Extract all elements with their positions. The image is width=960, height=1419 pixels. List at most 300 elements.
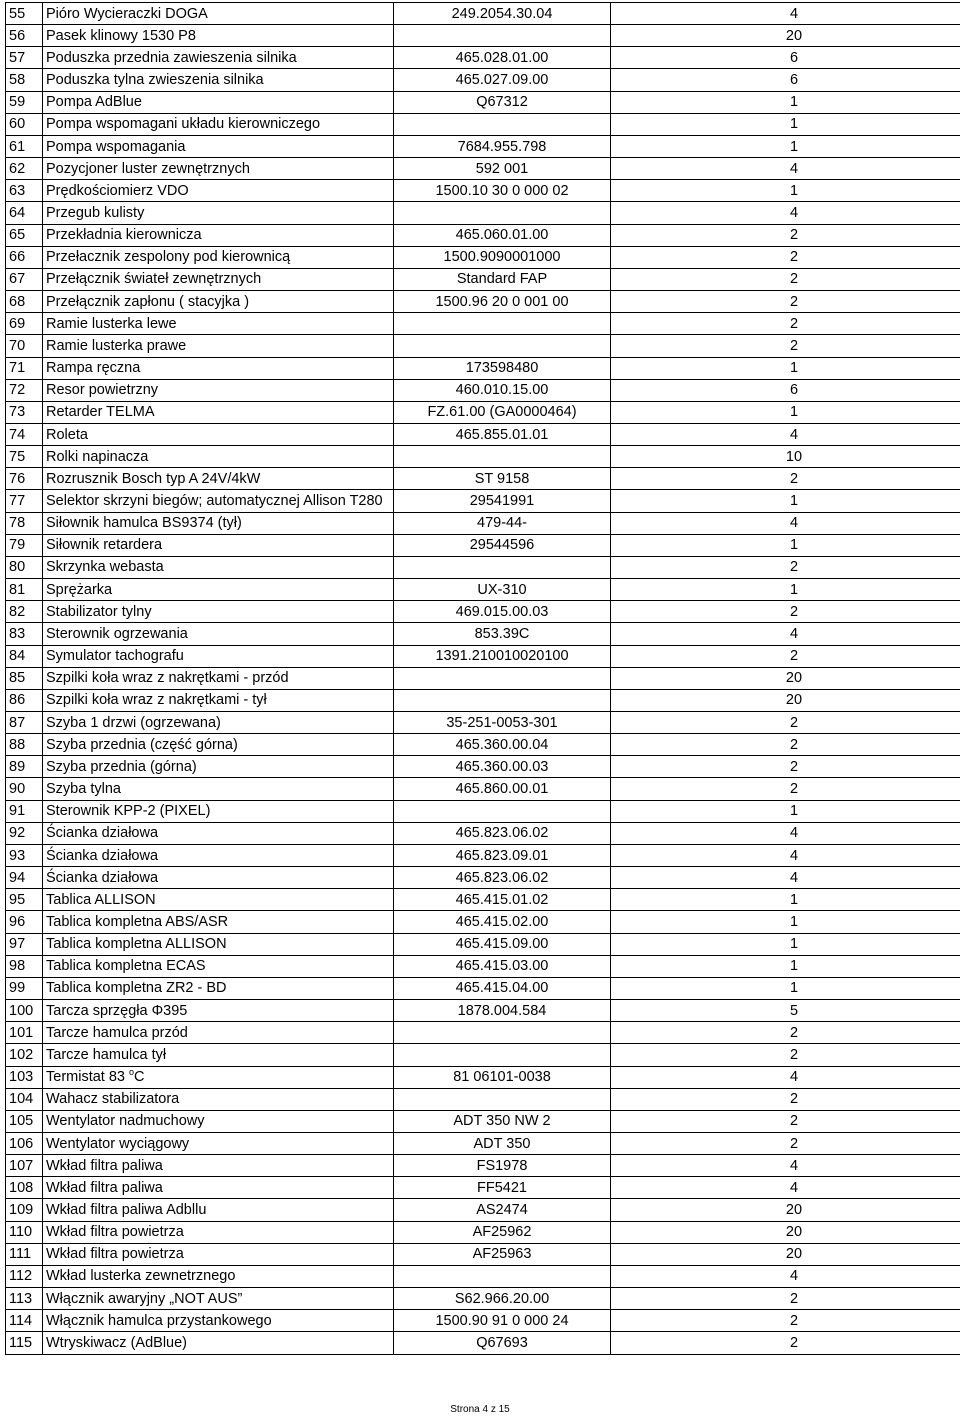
table-row [6,1044,960,1066]
part-name [43,933,394,955]
part-name [43,1132,394,1154]
part-code: 460.010.15.00 [394,379,611,401]
part-quantity: 2 [611,224,960,246]
row-number: 74 [6,423,43,445]
part-name [43,180,394,202]
row-number: 72 [6,379,43,401]
table-row [6,800,960,822]
part-code: 35-251-0053-301 [394,712,611,734]
part-name-text: Tarcza sprzęgła Φ395 [46,1002,188,1019]
row-number: 101 [6,1022,43,1044]
part-quantity: 4 [611,822,960,844]
part-quantity: 1 [611,113,960,135]
part-name-text: Szyba przednia (górna) [46,758,197,775]
part-quantity: 1 [611,977,960,999]
part-name [43,1177,394,1199]
part-name [43,1288,394,1310]
part-name [43,1044,394,1066]
row-number: 83 [6,623,43,645]
table-row [6,1155,960,1177]
part-code: FF5421 [394,1177,611,1199]
part-name-text: Tablica kompletna ECAS [46,958,206,975]
row-number: 81 [6,579,43,601]
part-name-text: Rolki napinacza [46,448,149,465]
part-name-text: Wentylator wyciągowy [46,1135,190,1152]
row-number: 91 [6,800,43,822]
part-name [43,756,394,778]
part-quantity: 1 [611,889,960,911]
part-name-text: Prędkościomierz VDO [46,182,189,199]
part-quantity: 2 [611,1110,960,1132]
part-code [394,556,611,578]
part-name-text: Pióro Wycieraczki DOGA [46,5,208,22]
part-quantity: 4 [611,423,960,445]
part-name-text: Sterownik ogrzewania [46,625,188,642]
part-name-text: Szpilki koła wraz z nakrętkami - tył [46,692,267,709]
part-quantity: 4 [611,1155,960,1177]
part-name [43,889,394,911]
part-name-text: Wkład filtra powietrza [46,1224,184,1241]
part-code: 1500.90 91 0 000 24 [394,1310,611,1332]
part-name-text: Poduszka tylna zwieszenia silnika [46,72,264,89]
part-quantity: 4 [611,623,960,645]
row-number: 84 [6,645,43,667]
row-number: 77 [6,490,43,512]
part-name [43,313,394,335]
row-number: 61 [6,135,43,157]
table-row [6,335,960,357]
row-number: 89 [6,756,43,778]
part-quantity: 2 [611,601,960,623]
part-name-text: Tablica kompletna ABS/ASR [46,913,229,930]
table-row [6,756,960,778]
part-name [43,601,394,623]
part-name-suffix: C [134,1069,145,1086]
part-name [43,1265,394,1287]
part-name-text: Siłownik hamulca BS9374 (tył) [46,515,242,532]
table-row [6,3,960,25]
row-number: 98 [6,955,43,977]
part-quantity: 2 [611,1132,960,1154]
row-number: 76 [6,468,43,490]
part-code: 469.015.00.03 [394,601,611,623]
table-row [6,1243,960,1265]
row-number: 71 [6,357,43,379]
row-number: 68 [6,291,43,313]
part-code: S62.966.20.00 [394,1288,611,1310]
part-quantity: 2 [611,291,960,313]
part-quantity: 2 [611,313,960,335]
row-number: 80 [6,556,43,578]
row-number: 88 [6,734,43,756]
part-quantity: 2 [611,712,960,734]
part-name-text: Wkład filtra paliwa [46,1179,163,1196]
part-name [43,401,394,423]
part-quantity: 2 [611,1088,960,1110]
part-name [43,800,394,822]
part-name [43,335,394,357]
part-code: 853.39C [394,623,611,645]
part-quantity: 1 [611,955,960,977]
part-code: 1878.004.584 [394,1000,611,1022]
part-name-text: Przełącznik świateł zewnętrznych [46,271,262,288]
table-row [6,313,960,335]
part-code: 465.860.00.01 [394,778,611,800]
row-number: 107 [6,1155,43,1177]
part-code: 465.028.01.00 [394,47,611,69]
part-code: FS1978 [394,1155,611,1177]
row-number: 90 [6,778,43,800]
row-number: 112 [6,1265,43,1287]
part-name-text: Rampa ręczna [46,360,141,377]
part-name-text: Selektor skrzyni biegów; automatycznej Allison T280 [46,493,383,510]
row-number: 55 [6,3,43,25]
part-code: 465.855.01.01 [394,423,611,445]
table-row [6,1000,960,1022]
part-code: 29544596 [394,534,611,556]
part-quantity: 4 [611,512,960,534]
row-number: 92 [6,822,43,844]
part-quantity: 1 [611,800,960,822]
part-name [43,1110,394,1132]
part-name-text: Przełacznik zespolony pod kierownicą [46,249,291,266]
table-row [6,180,960,202]
part-code: 465.823.06.02 [394,822,611,844]
part-name-text: Szpilki koła wraz z nakrętkami - przód [46,670,289,687]
table-row [6,645,960,667]
part-name [43,379,394,401]
part-code [394,25,611,47]
part-quantity: 4 [611,844,960,866]
part-quantity: 4 [611,1066,960,1088]
row-number: 97 [6,933,43,955]
part-quantity: 4 [611,3,960,25]
part-name-text: Tarcze hamulca przód [46,1024,188,1041]
part-code [394,800,611,822]
part-code [394,202,611,224]
table-row [6,291,960,313]
part-name-text: Tablica kompletna ZR2 - BD [46,980,227,997]
part-name [43,446,394,468]
part-code: AF25962 [394,1221,611,1243]
part-name [43,468,394,490]
row-number: 64 [6,202,43,224]
row-number: 86 [6,689,43,711]
part-name [43,955,394,977]
part-name-text: Termistat 83 [46,1069,129,1086]
part-name-text: Retarder TELMA [46,404,155,421]
part-name-text: Tarcze hamulca tył [46,1046,167,1063]
row-number: 62 [6,158,43,180]
table-row [6,844,960,866]
part-name [43,224,394,246]
table-row [6,113,960,135]
part-quantity: 1 [611,180,960,202]
row-number: 114 [6,1310,43,1332]
table-row [6,1265,960,1287]
part-name [43,911,394,933]
table-row [6,1221,960,1243]
part-name [43,268,394,290]
part-name-text: Roleta [46,426,88,443]
part-quantity: 6 [611,379,960,401]
part-name [43,69,394,91]
part-name-text: Pozycjoner luster zewnętrznych [46,160,250,177]
part-name-text: Wtryskiwacz (AdBlue) [46,1334,187,1351]
table-row [6,977,960,999]
part-name-text: Poduszka przednia zawieszenia silnika [46,49,297,66]
part-code: 479-44- [394,512,611,534]
part-quantity: 4 [611,202,960,224]
part-name [43,423,394,445]
part-quantity: 2 [611,778,960,800]
row-number: 60 [6,113,43,135]
part-name [43,556,394,578]
part-name [43,291,394,313]
row-number: 59 [6,91,43,113]
row-number: 111 [6,1243,43,1265]
part-name [43,113,394,135]
part-quantity: 1 [611,579,960,601]
part-name [43,645,394,667]
part-code: 29541991 [394,490,611,512]
part-name [43,202,394,224]
row-number: 103 [6,1066,43,1088]
row-number: 70 [6,335,43,357]
row-number: 115 [6,1332,43,1354]
part-quantity: 2 [611,268,960,290]
row-number: 105 [6,1110,43,1132]
part-code: 465.060.01.00 [394,224,611,246]
row-number: 79 [6,534,43,556]
part-code: ADT 350 [394,1132,611,1154]
part-code: 465.360.00.04 [394,734,611,756]
table-row [6,446,960,468]
part-name-text: Ścianka działowa [46,869,159,886]
part-code: 7684.955.798 [394,135,611,157]
part-code: 1500.9090001000 [394,246,611,268]
row-number: 75 [6,446,43,468]
part-name-text: Pasek klinowy 1530 P8 [46,27,196,44]
table-row [6,1288,960,1310]
part-quantity: 2 [611,468,960,490]
page-footer: Strona 4 z 15 [450,1404,510,1415]
part-quantity: 2 [611,645,960,667]
part-quantity: 20 [611,667,960,689]
part-code: 465.415.02.00 [394,911,611,933]
part-quantity: 2 [611,246,960,268]
part-code [394,313,611,335]
row-number: 58 [6,69,43,91]
part-name [43,689,394,711]
table-row [6,1110,960,1132]
table-row [6,202,960,224]
row-number: 100 [6,1000,43,1022]
part-name [43,1000,394,1022]
part-quantity: 6 [611,47,960,69]
row-number: 108 [6,1177,43,1199]
part-code: 465.415.09.00 [394,933,611,955]
part-code: 465.823.09.01 [394,844,611,866]
part-quantity: 2 [611,1310,960,1332]
part-quantity: 20 [611,689,960,711]
table-row [6,911,960,933]
part-code [394,335,611,357]
table-row [6,778,960,800]
part-name [43,3,394,25]
part-name-text: Pompa AdBlue [46,94,142,111]
table-row [6,25,960,47]
table-row [6,158,960,180]
part-name [43,822,394,844]
part-name [43,25,394,47]
table-row [6,955,960,977]
part-quantity: 20 [611,1243,960,1265]
part-name [43,512,394,534]
part-quantity: 1 [611,534,960,556]
parts-table-body [6,3,960,1355]
part-name [43,623,394,645]
part-code: ST 9158 [394,468,611,490]
part-quantity: 1 [611,490,960,512]
part-quantity: 1 [611,135,960,157]
row-number: 65 [6,224,43,246]
table-row [6,1199,960,1221]
table-row [6,268,960,290]
part-name [43,1221,394,1243]
part-name-text: Rozrusznik Bosch typ A 24V/4kW [46,470,261,487]
part-name-text: Przełącznik zapłonu ( stacyjka ) [46,293,250,310]
table-row [6,889,960,911]
part-code [394,689,611,711]
table-row [6,69,960,91]
part-code: Q67693 [394,1332,611,1354]
row-number: 87 [6,712,43,734]
part-quantity: 1 [611,357,960,379]
part-name-text: Sprężarka [46,581,113,598]
part-name-text: Wkład filtra paliwa Adbllu [46,1202,207,1219]
part-code: ADT 350 NW 2 [394,1110,611,1132]
part-code: 465.360.00.03 [394,756,611,778]
part-name-text: Wahacz stabilizatora [46,1091,180,1108]
row-number: 66 [6,246,43,268]
part-name [43,778,394,800]
part-quantity: 2 [611,1332,960,1354]
part-name [43,734,394,756]
part-code: UX-310 [394,579,611,601]
part-name-text: Włącznik awaryjny „NOT AUS” [46,1290,243,1307]
row-number: 95 [6,889,43,911]
part-name-text: Przegub kulisty [46,204,145,221]
table-row [6,534,960,556]
part-quantity: 2 [611,1288,960,1310]
table-row [6,1177,960,1199]
table-row [6,734,960,756]
part-code [394,113,611,135]
table-row [6,556,960,578]
table-row [6,933,960,955]
part-code [394,1088,611,1110]
degree-superscript: o [129,1067,135,1078]
part-name-text: Resor powietrzny [46,382,159,399]
part-code [394,1022,611,1044]
table-row [6,1332,960,1354]
part-name-text: Wkład filtra powietrza [46,1246,184,1263]
part-code: Standard FAP [394,268,611,290]
part-quantity: 2 [611,556,960,578]
table-row [6,357,960,379]
table-row [6,689,960,711]
table-row [6,401,960,423]
part-name [43,1022,394,1044]
row-number: 82 [6,601,43,623]
table-row [6,468,960,490]
part-quantity: 10 [611,446,960,468]
part-name-text: Przekładnia kierownicza [46,227,202,244]
table-row [6,512,960,534]
table-row [6,1088,960,1110]
table-row [6,379,960,401]
part-name [43,1310,394,1332]
part-quantity: 20 [611,1221,960,1243]
part-name-text: Sterownik KPP-2 (PIXEL) [46,803,211,820]
table-row [6,1310,960,1332]
part-name-text: Szyba przednia (część górna) [46,736,238,753]
part-quantity: 2 [611,734,960,756]
part-name [43,712,394,734]
part-name-text: Tablica ALLISON [46,891,156,908]
part-code: 465.415.03.00 [394,955,611,977]
part-code: 465.415.04.00 [394,977,611,999]
row-number: 99 [6,977,43,999]
part-code: 465.027.09.00 [394,69,611,91]
part-name [43,844,394,866]
part-code [394,667,611,689]
table-row [6,1022,960,1044]
table-row [6,667,960,689]
part-quantity: 4 [611,867,960,889]
part-code [394,446,611,468]
row-number: 67 [6,268,43,290]
table-row [6,1066,960,1088]
part-name [43,47,394,69]
part-quantity: 1 [611,91,960,113]
part-name-text: Ramie lusterka lewe [46,315,177,332]
part-name [43,534,394,556]
row-number: 85 [6,667,43,689]
part-code: 465.415.01.02 [394,889,611,911]
part-quantity: 2 [611,1044,960,1066]
row-number: 69 [6,313,43,335]
part-quantity: 2 [611,1022,960,1044]
part-name [43,1199,394,1221]
part-quantity: 4 [611,1177,960,1199]
table-row [6,579,960,601]
part-name-text: Stabilizator tylny [46,603,152,620]
part-code: Q67312 [394,91,611,113]
part-quantity: 2 [611,756,960,778]
part-name [43,357,394,379]
part-quantity: 4 [611,1265,960,1287]
table-row [6,1132,960,1154]
part-name-text: Tablica kompletna ALLISON [46,936,227,953]
part-name [43,91,394,113]
part-name [43,1243,394,1265]
part-name [43,867,394,889]
part-name-text: Pompa wspomagania [46,138,186,155]
part-name [43,1155,394,1177]
table-row [6,822,960,844]
